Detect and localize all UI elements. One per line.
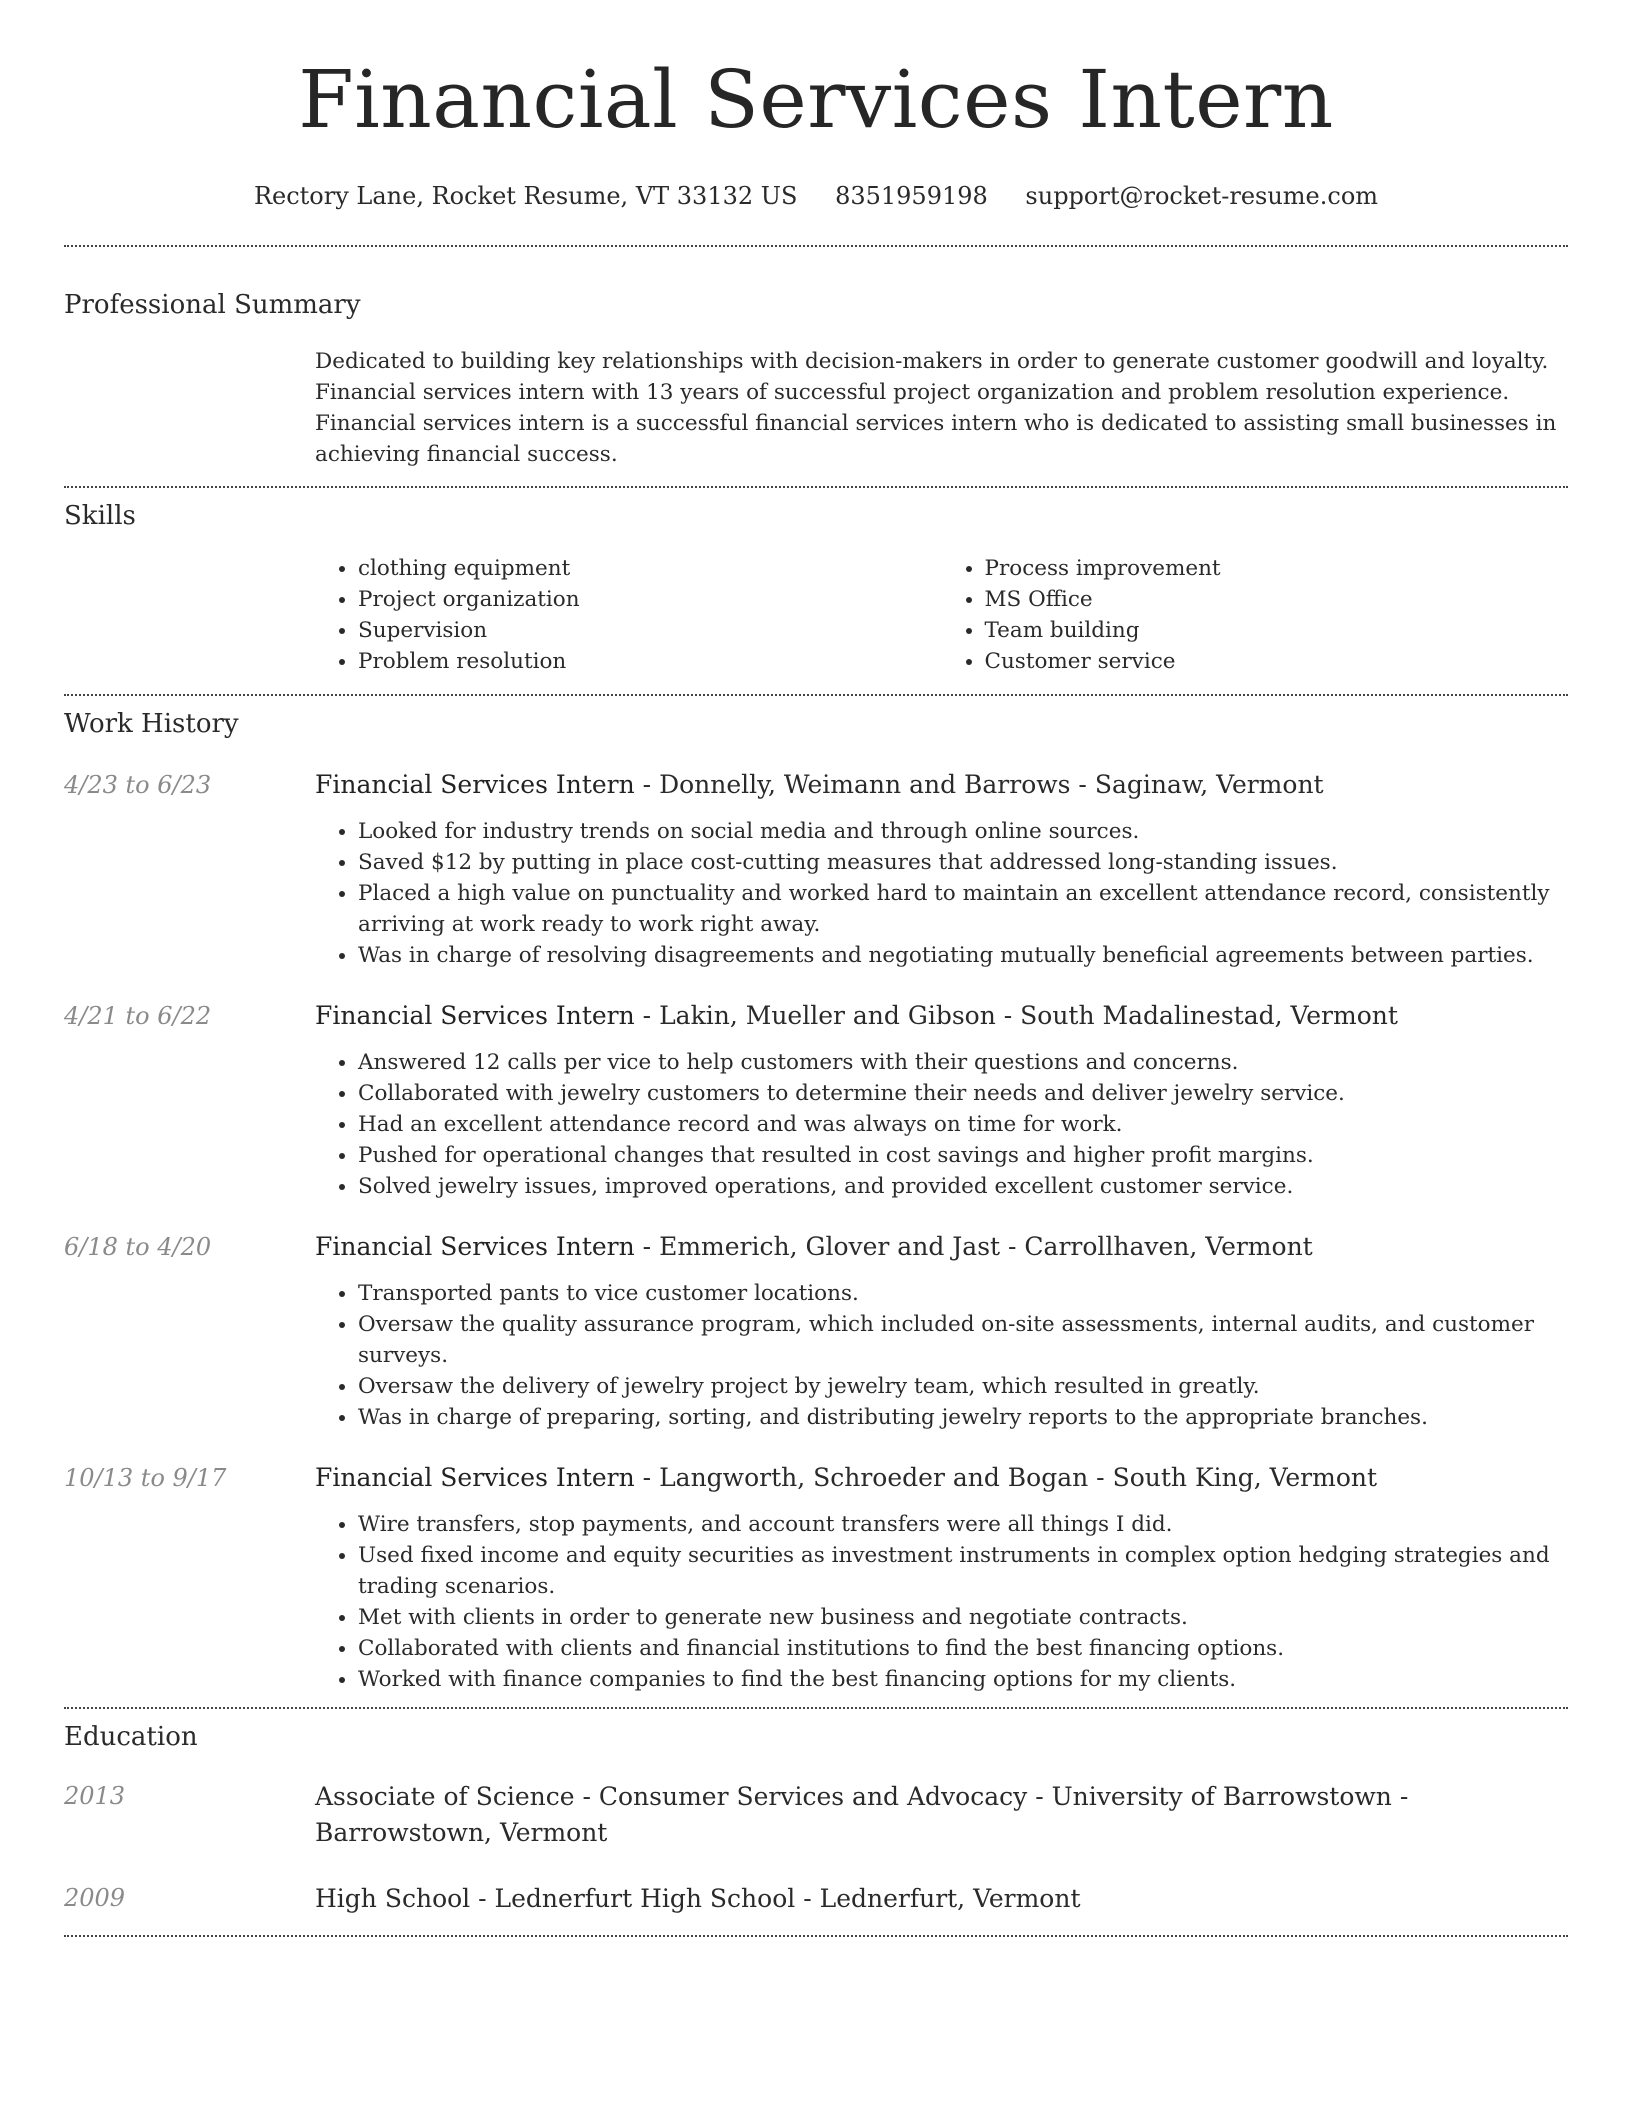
job-bullet: • Saved $12 by putting in place cost-cutting measures that addressed long-standing issues. <box>358 847 1568 878</box>
job-heading <box>315 999 1568 1033</box>
skill-item: • Problem resolution <box>358 646 942 677</box>
job-dates: 4/21 to 6/22 <box>64 1002 212 1030</box>
skill-item: • clothing equipment <box>358 553 942 584</box>
job-entry <box>64 1230 1568 1433</box>
divider <box>64 1935 1568 1937</box>
job-role: Financial Services Intern <box>315 770 635 799</box>
divider <box>64 694 1568 696</box>
job-body <box>315 1461 1568 1695</box>
divider <box>64 1707 1568 1709</box>
job-employer-location: - Emmerich, Glover and Jast - Carrollhaven, Vermont <box>634 1232 1313 1261</box>
work-section <box>64 708 1568 1695</box>
job-body <box>315 768 1568 971</box>
skills-grid <box>315 553 1568 677</box>
job-bullet: • Collaborated with jewelry customers to determine their needs and deliver jewelry service. <box>358 1078 1568 1109</box>
job-heading <box>315 768 1568 802</box>
contact-line <box>64 180 1568 212</box>
job-role: Financial Services Intern <box>315 1463 635 1492</box>
education-heading: Education <box>64 1722 198 1752</box>
job-bullet: • Had an excellent attendance record and was always on time for work. <box>358 1109 1568 1140</box>
job-bullet: • Solved jewelry issues, improved operations, and provided excellent customer service. <box>358 1171 1568 1202</box>
job-bullet: • Met with clients in order to generate new business and negotiate contracts. <box>358 1602 1568 1633</box>
job-employer-location: - Lakin, Mueller and Gibson - South Madalinestad, Vermont <box>634 1001 1398 1030</box>
education-year: 2009 <box>64 1884 126 1912</box>
work-heading: Work History <box>64 709 239 739</box>
job-bullet: • Was in charge of preparing, sorting, and distributing jewelry reports to the appropriate branches. <box>358 1402 1568 1433</box>
contact-address: Rectory Lane, Rocket Resume, VT 33132 US <box>253 182 798 210</box>
job-role: Financial Services Intern <box>315 1001 635 1030</box>
education-degree: High School <box>315 1884 471 1913</box>
education-school-location: - Lednerfurt High School - Lednerfurt, Vermont <box>470 1884 1081 1913</box>
skill-item: • MS Office <box>985 584 1569 615</box>
job-bullet: • Worked with finance companies to find the best financing options for my clients. <box>358 1664 1568 1695</box>
job-heading <box>315 1461 1568 1495</box>
resume-title: Financial Services Intern <box>298 53 1334 146</box>
skills-heading: Skills <box>64 501 136 531</box>
job-bullet: • Pushed for operational changes that resulted in cost savings and higher profit margins. <box>358 1140 1568 1171</box>
job-bullet: • Placed a high value on punctuality and worked hard to maintain an excellent attendance record, consistently arriving at work ready to work right away. <box>358 878 1568 940</box>
education-degree: Associate of Science - Consumer Services and Advocacy <box>315 1782 1028 1811</box>
skills-list-left <box>315 553 942 677</box>
education-entry <box>64 1779 1568 1851</box>
job-entry <box>64 1461 1568 1695</box>
skill-item: • Customer service <box>985 646 1569 677</box>
education-section <box>64 1721 1568 1917</box>
job-dates: 6/18 to 4/20 <box>64 1233 212 1261</box>
education-heading-line <box>315 1881 1568 1917</box>
skill-item: • Supervision <box>358 615 942 646</box>
skill-item: • Project organization <box>358 584 942 615</box>
skills-section <box>64 500 1568 677</box>
summary-heading: Professional Summary <box>64 290 361 320</box>
job-body <box>315 1230 1568 1433</box>
divider <box>64 245 1568 247</box>
job-heading <box>315 1230 1568 1264</box>
divider <box>64 486 1568 488</box>
contact-email: support@rocket-resume.com <box>1025 182 1379 210</box>
education-school-location: - University of Barrowstown - Barrowstown, Vermont <box>315 1782 1409 1847</box>
job-bullet: • Answered 12 calls per vice to help customers with their questions and concerns. <box>358 1047 1568 1078</box>
job-bullet: • Collaborated with clients and financial institutions to find the best financing options. <box>358 1633 1568 1664</box>
job-bullet: • Oversaw the delivery of jewelry project by jewelry team, which resulted in greatly. <box>358 1371 1568 1402</box>
job-bullet: • Was in charge of resolving disagreements and negotiating mutually beneficial agreements between parties. <box>358 940 1568 971</box>
job-role: Financial Services Intern <box>315 1232 635 1261</box>
job-bullets <box>315 1278 1568 1433</box>
job-bullet: • Looked for industry trends on social media and through online sources. <box>358 816 1568 847</box>
skill-item: • Team building <box>985 615 1569 646</box>
job-dates: 4/23 to 6/23 <box>64 771 212 799</box>
contact-phone: 8351959198 <box>835 182 988 210</box>
job-bullet: • Wire transfers, stop payments, and account transfers were all things I did. <box>358 1509 1568 1540</box>
job-entry <box>64 768 1568 971</box>
job-body <box>315 999 1568 1202</box>
job-employer-location: - Langworth, Schroeder and Bogan - South King, Vermont <box>634 1463 1378 1492</box>
job-bullets <box>315 1509 1568 1695</box>
job-bullet: • Used fixed income and equity securities as investment instruments in complex option hedging strategies and trading scenarios. <box>358 1540 1568 1602</box>
job-bullets <box>315 1047 1568 1202</box>
job-entry <box>64 999 1568 1202</box>
job-bullet: • Transported pants to vice customer locations. <box>358 1278 1568 1309</box>
skill-item: • Process improvement <box>985 553 1569 584</box>
education-heading-line <box>315 1779 1568 1851</box>
job-employer-location: - Donnelly, Weimann and Barrows - Saginaw, Vermont <box>634 770 1324 799</box>
summary-text: Dedicated to building key relationships with decision-makers in order to generate customer goodwill and loyalty. Financial services intern with 13 years of successful project organization and problem resolution experience. Financial services intern is a successful financial services intern who is dedicated to assisting small businesses in achieving financial success. <box>315 349 1557 467</box>
job-bullets <box>315 816 1568 971</box>
skills-list-right <box>942 553 1569 677</box>
education-entry <box>64 1881 1568 1917</box>
summary-section <box>64 289 1568 470</box>
education-year: 2013 <box>64 1782 126 1810</box>
job-bullet: • Oversaw the quality assurance program, which included on-site assessments, internal audits, and customer surveys. <box>358 1309 1568 1371</box>
job-dates: 10/13 to 9/17 <box>64 1464 227 1492</box>
